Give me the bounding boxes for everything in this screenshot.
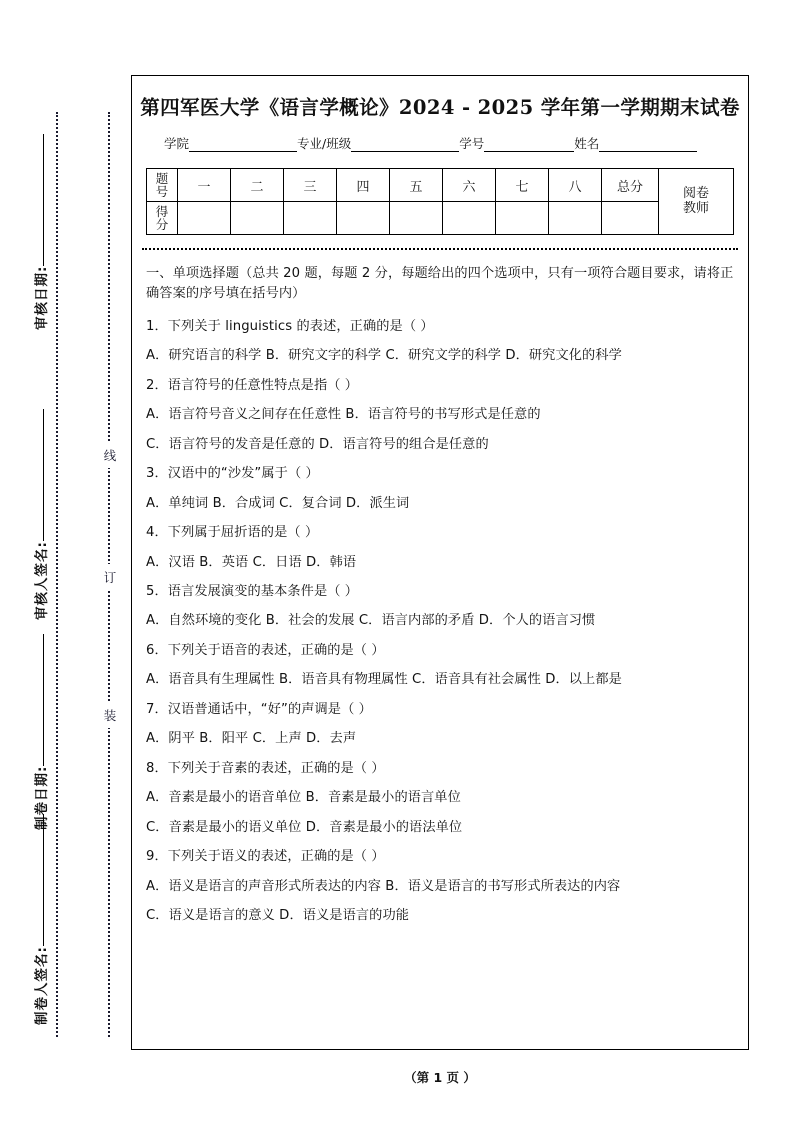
grader-label-line-1: 阅卷 <box>682 186 709 202</box>
score-table <box>146 168 734 235</box>
field-student-id-label: 学号 <box>459 136 485 151</box>
margin-label-reviewer-signature-line <box>43 409 44 541</box>
question-4-options-1: A．汉语 B．英语 C．日语 D．韩语 <box>146 554 357 570</box>
margin-label-review-date-line <box>43 134 44 266</box>
field-student-name-blank[interactable] <box>599 138 697 152</box>
binding-char-bind: 订 <box>100 564 120 590</box>
question-6-stem: 6．下列关于语音的表述，正确的是（ ） <box>146 642 385 658</box>
binding-line-characters <box>100 112 120 1037</box>
margin-label-paper-date-text: 制卷日期: <box>34 765 50 830</box>
question-5-stem: 5．语言发展演变的基本条件是（ ） <box>146 583 359 599</box>
margin-label-author-signature <box>30 725 50 1025</box>
field-college[interactable] <box>164 134 297 152</box>
margin-label-author-signature-text: 制卷人签名: <box>34 946 50 1025</box>
score-value-8[interactable] <box>549 202 602 235</box>
score-value-2[interactable] <box>231 202 284 235</box>
score-col-2: 二 <box>231 169 284 202</box>
question-7-options-1: A．阴平 B．阳平 C．上声 D．去声 <box>146 731 357 747</box>
question-8-options-1: A．音素是最小的语音单位 B．音素是最小的语言单位 <box>146 790 461 806</box>
grader-label-line-2: 教师 <box>682 200 709 216</box>
margin-label-reviewer-signature-text: 审核人签名: <box>34 541 50 620</box>
student-identification-row <box>164 134 726 152</box>
question-9-options-1: A．语义是语言的声音形式所表达的内容 B．语义是语言的书写形式所表达的内容 <box>146 878 621 894</box>
field-student-id[interactable] <box>459 134 574 152</box>
question-9-options-2: C．语义是语言的意义 D．语义是语言的功能 <box>146 907 410 923</box>
score-col-total: 总分 <box>602 169 659 202</box>
field-student-name[interactable] <box>574 134 697 152</box>
field-college-label: 学院 <box>164 136 190 151</box>
score-label-line-1: 得 <box>155 203 169 219</box>
score-col-6: 六 <box>443 169 496 202</box>
margin-label-review-date-text: 审核日期: <box>34 265 50 330</box>
field-major-class-blank[interactable] <box>351 138 459 152</box>
question-8-stem: 8．下列关于音素的表述，正确的是（ ） <box>146 760 385 776</box>
score-table-value-row <box>147 202 734 235</box>
score-col-7: 七 <box>496 169 549 202</box>
field-student-id-blank[interactable] <box>484 138 574 152</box>
score-value-5[interactable] <box>390 202 443 235</box>
question-9-stem: 9．下列关于语义的表述，正确的是（ ） <box>146 849 385 865</box>
binding-char-pack: 装 <box>100 702 120 728</box>
score-value-3[interactable] <box>284 202 337 235</box>
question-2-options-2: C．语言符号的发音是任意的 D．语言符号的组合是任意的 <box>146 436 489 452</box>
question-5-options-1: A．自然环境的变化 B．社会的发展 C．语言内部的矛盾 D．个人的语言习惯 <box>146 613 596 629</box>
question-2-stem: 2．语言符号的任意性特点是指（ ） <box>146 377 359 393</box>
question-1-options-1: A．研究语言的科学 B．研究文字的科学 C．研究文学的科学 D．研究文化的科学 <box>146 348 622 364</box>
question-4-stem: 4．下列属于屈折语的是（ ） <box>146 525 319 541</box>
score-table-row-label-score <box>147 202 178 235</box>
question-3-options-1: A．单纯词 B．合成词 C．复合词 D．派生词 <box>146 495 410 511</box>
field-major-class[interactable] <box>297 134 459 152</box>
page-title: 第四军医大学《语言学概论》2024 - 2025 学年第一学期期末试卷 <box>140 96 740 119</box>
section-1-instructions: 一、单项选择题（总共 20 题，每题 2 分，每题给出的四个选项中，只有一项符合题目要求，请将正确答案的序号填在括号内） <box>146 266 734 302</box>
margin-label-review-date <box>30 30 50 330</box>
score-row-label-line-1: 题 <box>155 170 169 186</box>
score-col-8: 八 <box>549 169 602 202</box>
question-1-stem: 1．下列关于 linguistics 的表述，正确的是（ ） <box>146 318 434 334</box>
score-row-label-line-2: 号 <box>155 184 169 199</box>
page-footer: （第 1 页 ） <box>404 1070 476 1085</box>
dotted-separator <box>142 248 738 250</box>
score-table-header-row <box>147 169 734 202</box>
question-7-stem: 7．汉语普通话中，“好”的声调是（ ） <box>146 701 372 717</box>
score-value-4[interactable] <box>337 202 390 235</box>
score-label-line-2: 分 <box>155 217 169 232</box>
score-col-1: 一 <box>178 169 231 202</box>
dotted-rule-outer <box>56 112 58 1037</box>
field-major-class-label: 专业/班级 <box>297 136 352 151</box>
exam-paper-frame <box>131 75 749 1050</box>
score-value-total[interactable] <box>602 202 659 235</box>
binding-char-line: 线 <box>100 442 120 468</box>
score-col-grader <box>659 169 734 235</box>
score-col-4: 四 <box>337 169 390 202</box>
score-col-3: 三 <box>284 169 337 202</box>
score-table-row-label-number <box>147 169 178 202</box>
score-col-5: 五 <box>390 169 443 202</box>
question-3-stem: 3．汉语中的“沙发”属于（ ） <box>146 466 319 482</box>
score-value-6[interactable] <box>443 202 496 235</box>
margin-label-author-signature-line <box>43 814 44 946</box>
question-8-options-2: C．音素是最小的语义单位 D．音素是最小的语法单位 <box>146 819 463 835</box>
field-student-name-label: 姓名 <box>574 136 600 151</box>
score-value-1[interactable] <box>178 202 231 235</box>
score-value-7[interactable] <box>496 202 549 235</box>
exam-content <box>146 264 734 926</box>
field-college-blank[interactable] <box>189 138 297 152</box>
question-2-options-1: A．语言符号音义之间存在任意性 B．语言符号的书写形式是任意的 <box>146 407 541 423</box>
question-6-options-1: A．语音具有生理属性 B．语音具有物理属性 C．语音具有社会属性 D．以上都是 <box>146 672 622 688</box>
